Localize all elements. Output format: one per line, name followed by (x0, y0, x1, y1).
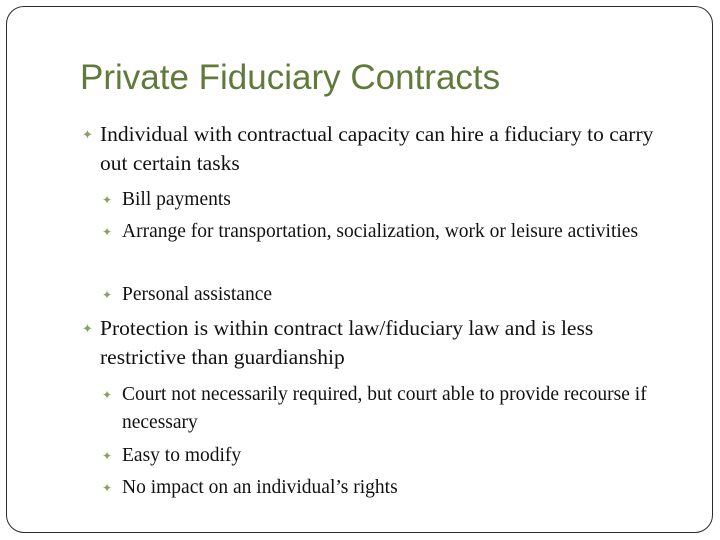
sub-bullet-item (102, 281, 682, 309)
sub-bullet-text: Easy to modify (122, 445, 242, 466)
bullet-item (82, 120, 680, 178)
bullet-marker-icon: ✦ (102, 481, 113, 495)
sub-bullet-text: Court not necessarily required, but court able to provide recourse if necessary (122, 384, 647, 433)
bullet-text: Protection is within contract law/fiduciary law and is less restrictive than guardianship (100, 316, 594, 369)
bullet-marker-icon: ✦ (82, 321, 93, 336)
bullet-marker-icon: ✦ (102, 449, 113, 463)
sub-bullet-item (102, 381, 682, 437)
sub-bullet-text: No impact on an individual’s rights (122, 477, 398, 498)
bullet-marker-icon: ✦ (102, 225, 113, 239)
sub-bullet-item (102, 186, 682, 214)
sub-bullet-item (102, 442, 682, 470)
bullet-marker-icon: ✦ (102, 388, 113, 402)
bullet-marker-icon: ✦ (82, 127, 93, 142)
bullet-item (82, 314, 680, 372)
bullet-marker-icon: ✦ (102, 288, 113, 302)
sub-bullet-text: Arrange for transportation, socialization, work or leisure activities (122, 221, 639, 242)
bullet-marker-icon: ✦ (102, 193, 113, 207)
sub-bullet-item (102, 218, 682, 246)
sub-bullet-text: Bill payments (122, 189, 231, 210)
bullet-text: Individual with contractual capacity can hire a fiduciary to carry out certain tasks (100, 122, 654, 175)
sub-bullet-text: Personal assistance (122, 284, 273, 305)
slide-title: Private Fiduciary Contracts (80, 58, 501, 97)
sub-bullet-item (102, 474, 682, 502)
